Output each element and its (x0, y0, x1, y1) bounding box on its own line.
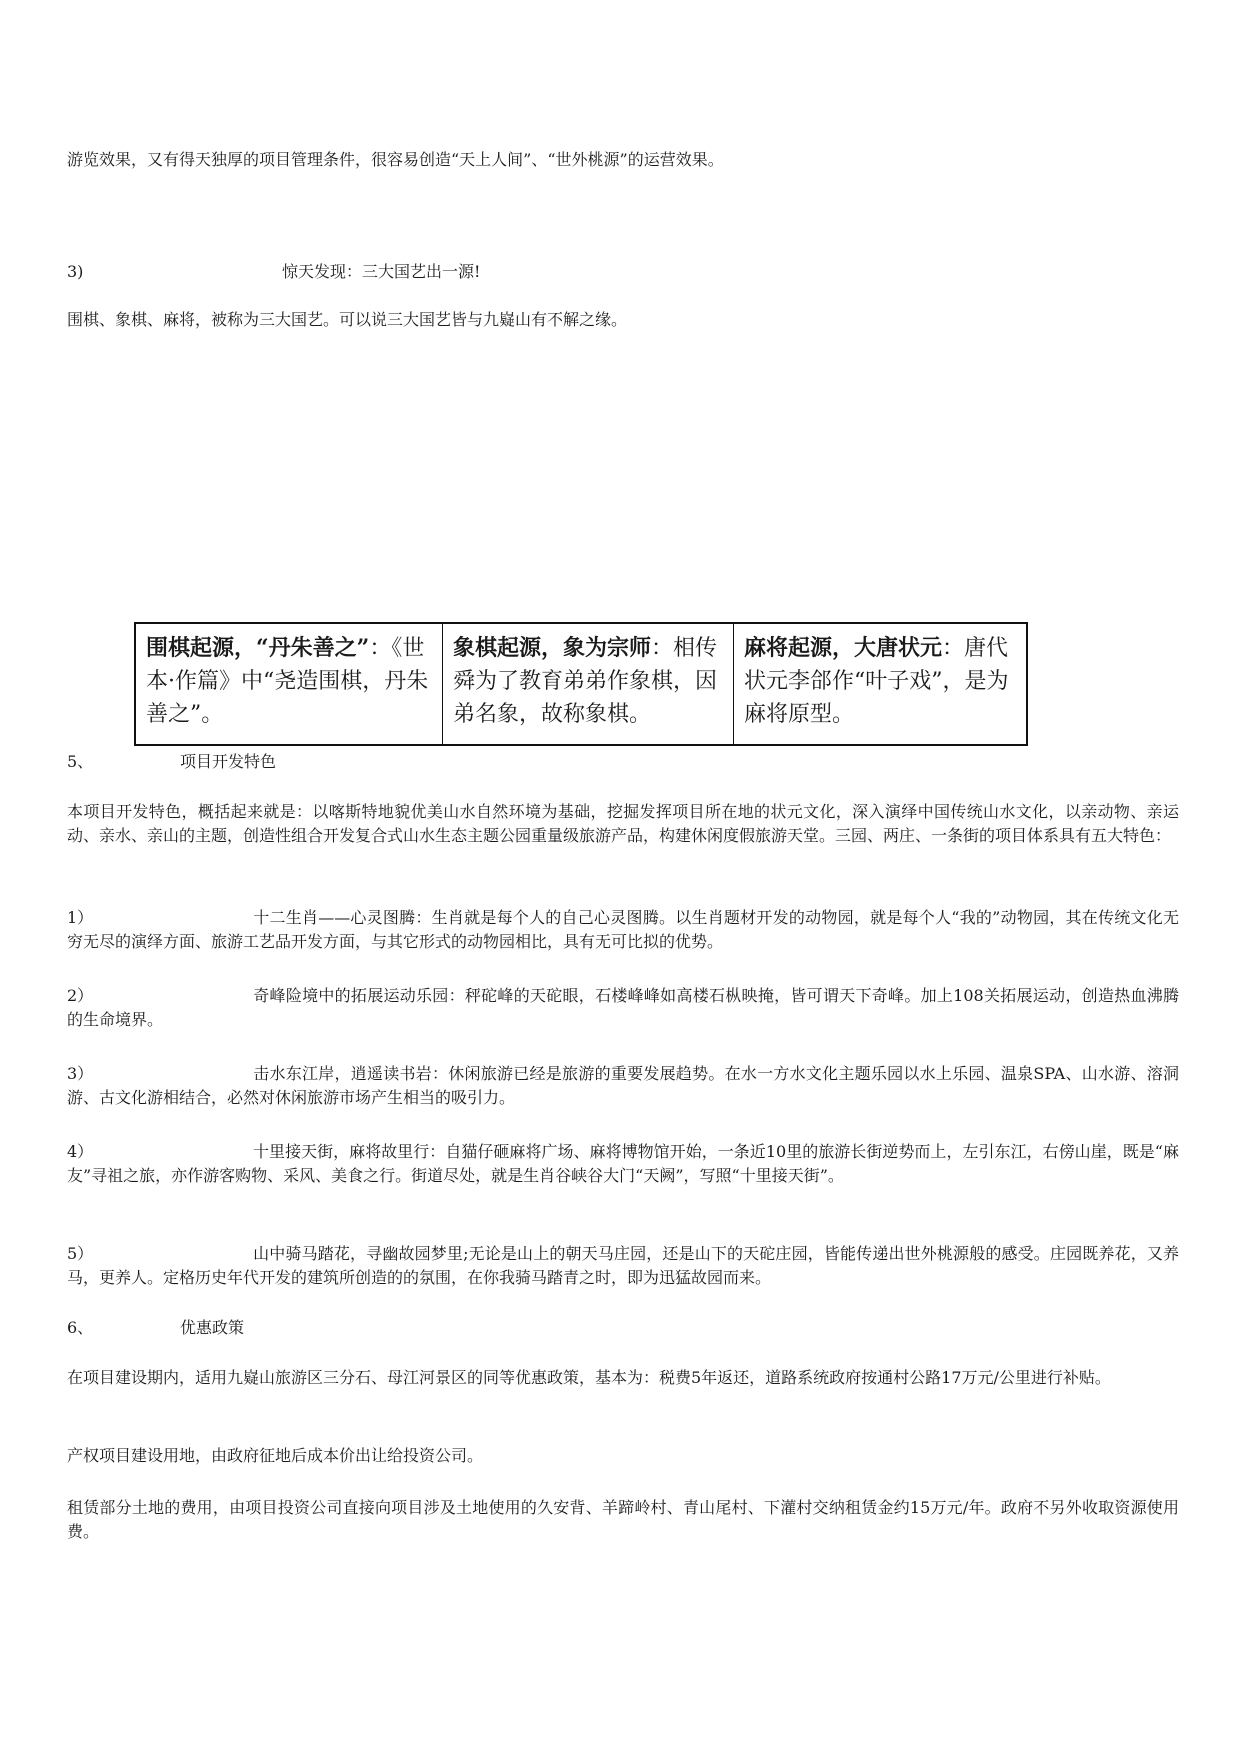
feature-text: 奇峰险境中的拓展运动乐园：秤砣峰的天砣眼，石楼峰峰如高楼石枞映掩，皆可谓天下奇峰。加上108关拓展运动，创造热血沸腾的生命境界。 (67, 986, 1179, 1029)
feature-text: 十里接天街，麻将故里行：自猫仔砸麻将广场、麻将博物馆开始，一条近10里的旅游长街逆势而上，左引东江，右傍山崖，既是“麻友”寻祖之旅，亦作游客购物、采风、美食之行。街道尽处，就是生肖谷峡谷大门“天阙”，写照“十里接天街”。 (67, 1142, 1179, 1185)
feature-number: 3） (67, 1064, 94, 1083)
section-5-number: 5、 (67, 752, 94, 771)
feature-item (67, 1242, 1179, 1290)
section-3-paragraph: 围棋、象棋、麻将，被称为三大国艺。可以说三大国艺皆与九嶷山有不解之缘。 (67, 310, 628, 329)
feature-item (67, 984, 1179, 1032)
section-5-paragraph: 本项目开发特色，概括起来就是：以喀斯特地貌优美山水自然环境为基础，挖掘发挥项目所在地的状元文化，深入演绎中国传统山水文化，以亲动物、亲运动、亲水、亲山的主题，创造性组合开发复合式山水生态主题公园重量级旅游产品，构建休闲度假旅游天堂。三园、两庄、一条街的项目体系具有五大特色： (67, 802, 1179, 845)
section-5-title: 项目开发特色 (180, 752, 277, 771)
feature-item (67, 1062, 1179, 1110)
section-3-number: 3) (67, 262, 84, 281)
table-cell-go-body: ：《世本·作篇》中“尧造围棋，丹朱善之”。 (146, 636, 429, 727)
section-3-title: 惊天发现：三大国艺出一源! (282, 262, 481, 281)
feature-item (67, 1140, 1179, 1188)
feature-number: 2） (67, 986, 94, 1005)
table-cell-xiangqi (443, 624, 734, 744)
section-6-number: 6、 (67, 1318, 94, 1337)
intro-paragraph: 游览效果，又有得天独厚的项目管理条件，很容易创造“天上人间”、“世外桃源”的运营效果。 (67, 150, 724, 169)
feature-text: 十二生肖——心灵图腾：生肖就是每个人的自己心灵图腾。以生肖题材开发的动物园，就是每个人“我的”动物园，其在传统文化无穷无尽的演绎方面、旅游工艺品开发方面，与其它形式的动物园相比，具有无可比拟的优势。 (67, 908, 1179, 951)
table-cell-go (136, 624, 443, 744)
table-cell-mahjong-head: 麻将起源，大唐状元 (744, 635, 943, 661)
feature-item (67, 906, 1179, 954)
table-cell-xiangqi-body: ：相传舜为了教育弟弟作象棋，因弟名象，故称象棋。 (453, 636, 718, 727)
table-cell-go-head: 围棋起源，“丹朱善之” (146, 635, 370, 661)
feature-text: 山中骑马踏花，寻幽故园梦里;无论是山上的朝天马庄园，还是山下的天砣庄园，皆能传递出世外桃源般的感受。庄园既养花，又养马，更养人。定格历史年代开发的建筑所创造的的氛围，在你我骑马踏青之时，即为迅猛故园而来。 (67, 1244, 1179, 1287)
table-cell-mahjong (734, 624, 1026, 744)
section-6-paragraph-1: 在项目建设期内，适用九嶷山旅游区三分石、母江河景区的同等优惠政策，基本为：税费5年返还，道路系统政府按通村公路17万元/公里进行补贴。 (67, 1368, 1111, 1387)
section-6-paragraph-2: 产权项目建设用地，由政府征地后成本价出让给投资公司。 (67, 1446, 484, 1465)
feature-number: 5） (67, 1244, 94, 1263)
feature-number: 4） (67, 1142, 94, 1161)
section-6-title: 优惠政策 (180, 1318, 245, 1337)
table-cell-xiangqi-head: 象棋起源，象为宗师 (453, 635, 652, 661)
section-6-paragraph-3: 租赁部分土地的费用，由项目投资公司直接向项目涉及土地使用的久安背、羊蹄岭村、青山尾村、下灌村交纳租赁金约15万元/年。政府不另外收取资源使用费。 (67, 1498, 1179, 1541)
origins-table (134, 622, 1028, 746)
table-cell-mahjong-body: ：唐代状元李郃作“叶子戏”，是为麻将原型。 (744, 636, 1009, 727)
feature-number: 1） (67, 908, 94, 927)
feature-text: 击水东江岸，逍遥读书岩：休闲旅游已经是旅游的重要发展趋势。在水一方水文化主题乐园以水上乐园、温泉SPA、山水游、溶洞游、古文化游相结合，必然对休闲旅游市场产生相当的吸引力。 (67, 1064, 1179, 1107)
